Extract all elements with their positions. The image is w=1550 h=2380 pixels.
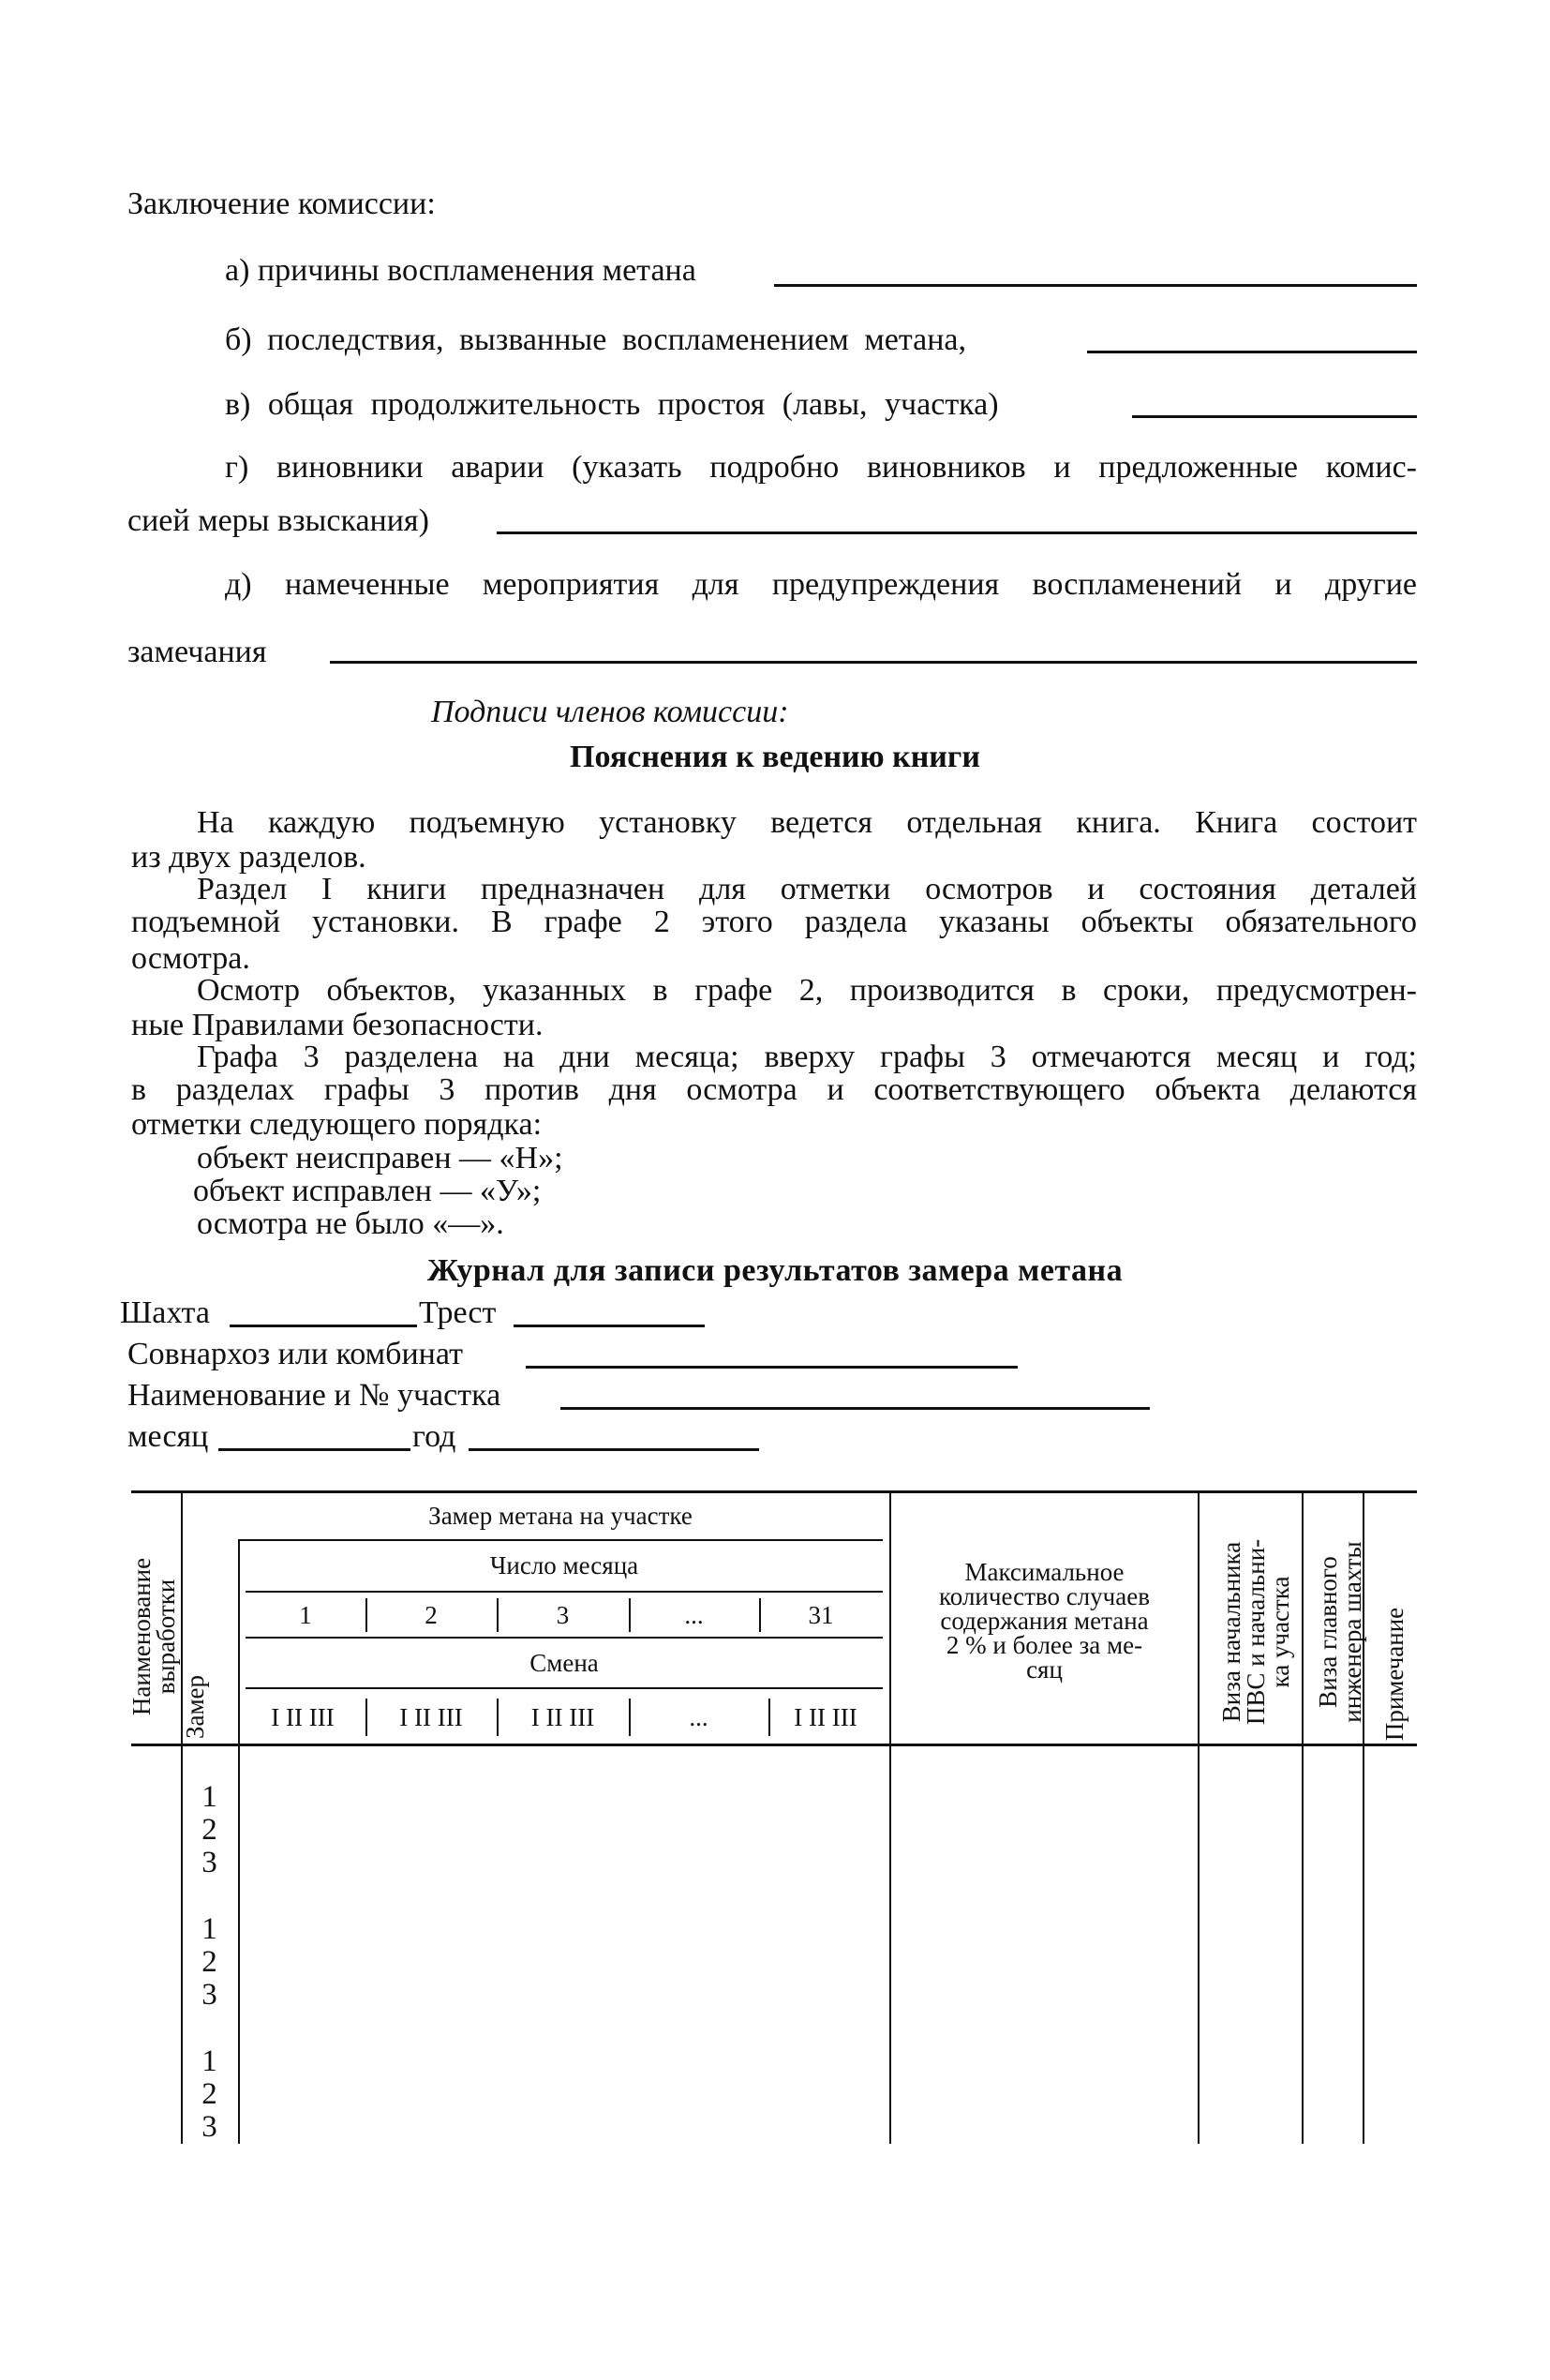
header-name-line2: выработки: [152, 1579, 180, 1695]
header-max-line3: содержания метана: [940, 1607, 1149, 1635]
section-label: Наименование и № участка: [127, 1378, 501, 1413]
council-field[interactable]: [526, 1366, 1018, 1369]
header-measure: Замер: [181, 1674, 209, 1740]
mine-field[interactable]: [230, 1325, 417, 1327]
para2-line1: Раздел I книги предназначен для отметки осмотров и состояния деталей: [197, 872, 1417, 906]
measure-3b: 3: [201, 1978, 217, 2012]
fill-line-a[interactable]: [774, 284, 1417, 287]
conclusion-item-d-line2: замечания: [127, 635, 267, 669]
table-top-rule: [131, 1490, 1417, 1493]
rule-under-shift-title: [246, 1687, 883, 1689]
day-ellipsis: ...: [684, 1601, 704, 1629]
rule-under-group-title: [238, 1539, 883, 1541]
para2-line3: осмотра.: [131, 941, 250, 976]
shift-2: I II III: [399, 1703, 463, 1731]
conclusion-item-g-line1: г) виновники аварии (указать подробно виновников и предложенные комис-: [225, 450, 1417, 485]
conclusion-item-a: а) причины воспламенения метана: [225, 253, 696, 288]
day-1: 1: [299, 1601, 312, 1629]
measure-2b: 2: [201, 1945, 217, 1979]
conclusion-item-v: в) общая продолжительность простоя (лавы, участка): [225, 387, 999, 422]
header-day-title: Число месяца: [489, 1551, 639, 1579]
header-group-title: Замер метана на участке: [428, 1502, 693, 1530]
para1-line1: На каждую подъемную установку ведется отдельная книга. Книга состоит: [197, 805, 1417, 840]
mark-faulty: объект неисправен — «Н»;: [197, 1141, 563, 1175]
shift-31: I II III: [794, 1703, 857, 1731]
month-field[interactable]: [218, 1448, 410, 1451]
measure-1c: 1: [201, 2044, 217, 2078]
para2-line2: подъемной установки. В графе 2 этого раздела указаны объекты обязательного: [131, 905, 1417, 939]
measure-1a: 1: [201, 1780, 217, 1814]
col-line-visa1: [1302, 1493, 1304, 2144]
header-visa2-line1: Виза главного: [1314, 1556, 1342, 1708]
rule-under-days: [246, 1637, 883, 1639]
header-max-line5: сяц: [1026, 1655, 1063, 1684]
header-name-line1: Наименование: [127, 1557, 156, 1716]
para4-line2: в разделах графы 3 против дня осмотра и соответствующего объекта делаются: [131, 1072, 1417, 1107]
measure-2a: 2: [201, 1813, 217, 1847]
fill-line-g[interactable]: [497, 531, 1417, 534]
mine-label: Шахта: [120, 1295, 210, 1330]
para1-line2: из двух разделов.: [131, 840, 366, 875]
conclusion-heading: Заключение комиссии:: [127, 187, 436, 221]
col-line-measure: [238, 1540, 240, 2144]
day-31: 31: [808, 1601, 834, 1629]
year-label: год: [412, 1419, 456, 1454]
header-visa1-line3: ка участка: [1266, 1576, 1294, 1688]
header-max-line2: количество случаев: [939, 1582, 1150, 1610]
section-field[interactable]: [560, 1407, 1150, 1410]
measure-1b: 1: [201, 1912, 217, 1946]
para3-line1: Осмотр объектов, указанных в графе 2, производится в сроки, предусмотрен-: [197, 973, 1417, 1008]
header-visa1-line2: ПВС и начальни-: [1242, 1538, 1270, 1726]
header-shift-title: Смена: [529, 1649, 599, 1677]
measure-2c: 2: [201, 2077, 217, 2111]
measure-3c: 3: [201, 2110, 217, 2144]
day-3: 3: [556, 1601, 570, 1629]
journal-title: Журнал для записи результатов замера метана: [426, 1253, 1124, 1288]
council-label: Совнархоз или комбинат: [127, 1337, 463, 1371]
fill-line-b[interactable]: [1087, 351, 1417, 353]
month-label: месяц: [127, 1419, 209, 1454]
mark-none: осмотра не было «—».: [197, 1206, 504, 1241]
header-max-line4: 2 % и более за ме-: [946, 1631, 1143, 1659]
para3-line2: ные Правилами безопасности.: [131, 1008, 544, 1042]
trust-label: Трест: [419, 1295, 497, 1330]
shift-3: I II III: [530, 1703, 595, 1731]
col-line-max: [1198, 1493, 1200, 2144]
explanations-title: Пояснения к ведению книги: [570, 740, 980, 774]
conclusion-item-b: б) последствия, вызванные воспламенением метана,: [225, 322, 967, 357]
mark-fixed: объект исправлен — «У»;: [193, 1174, 542, 1208]
year-field[interactable]: [469, 1448, 759, 1451]
shift-ellipsis: ...: [689, 1703, 708, 1731]
trust-field[interactable]: [514, 1325, 705, 1327]
header-visa2-line2: инженера шахты: [1338, 1541, 1366, 1723]
signatures-caption: Подписи членов комиссии:: [431, 695, 789, 729]
header-note: Примечание: [1380, 1607, 1408, 1742]
measure-3a: 3: [201, 1846, 217, 1879]
rule-under-day-title: [246, 1591, 883, 1593]
conclusion-item-d-line1: д) намеченные мероприятия для предупреждения воспламенений и другие: [225, 567, 1417, 602]
fill-line-v[interactable]: [1132, 415, 1417, 418]
header-visa1-line1: Виза начальника: [1217, 1541, 1245, 1723]
header-max-line1: Максимальное: [964, 1558, 1125, 1586]
conclusion-item-g-line2: сией меры взыскания): [127, 503, 429, 538]
para4-line3: отметки следующего порядка:: [131, 1107, 543, 1142]
shift-1: I II III: [271, 1703, 335, 1731]
fill-line-d[interactable]: [330, 661, 1417, 664]
para4-line1: Графа 3 разделена на дни месяца; вверху графы 3 отмечаются месяц и год;: [197, 1040, 1417, 1074]
day-2: 2: [425, 1601, 438, 1629]
